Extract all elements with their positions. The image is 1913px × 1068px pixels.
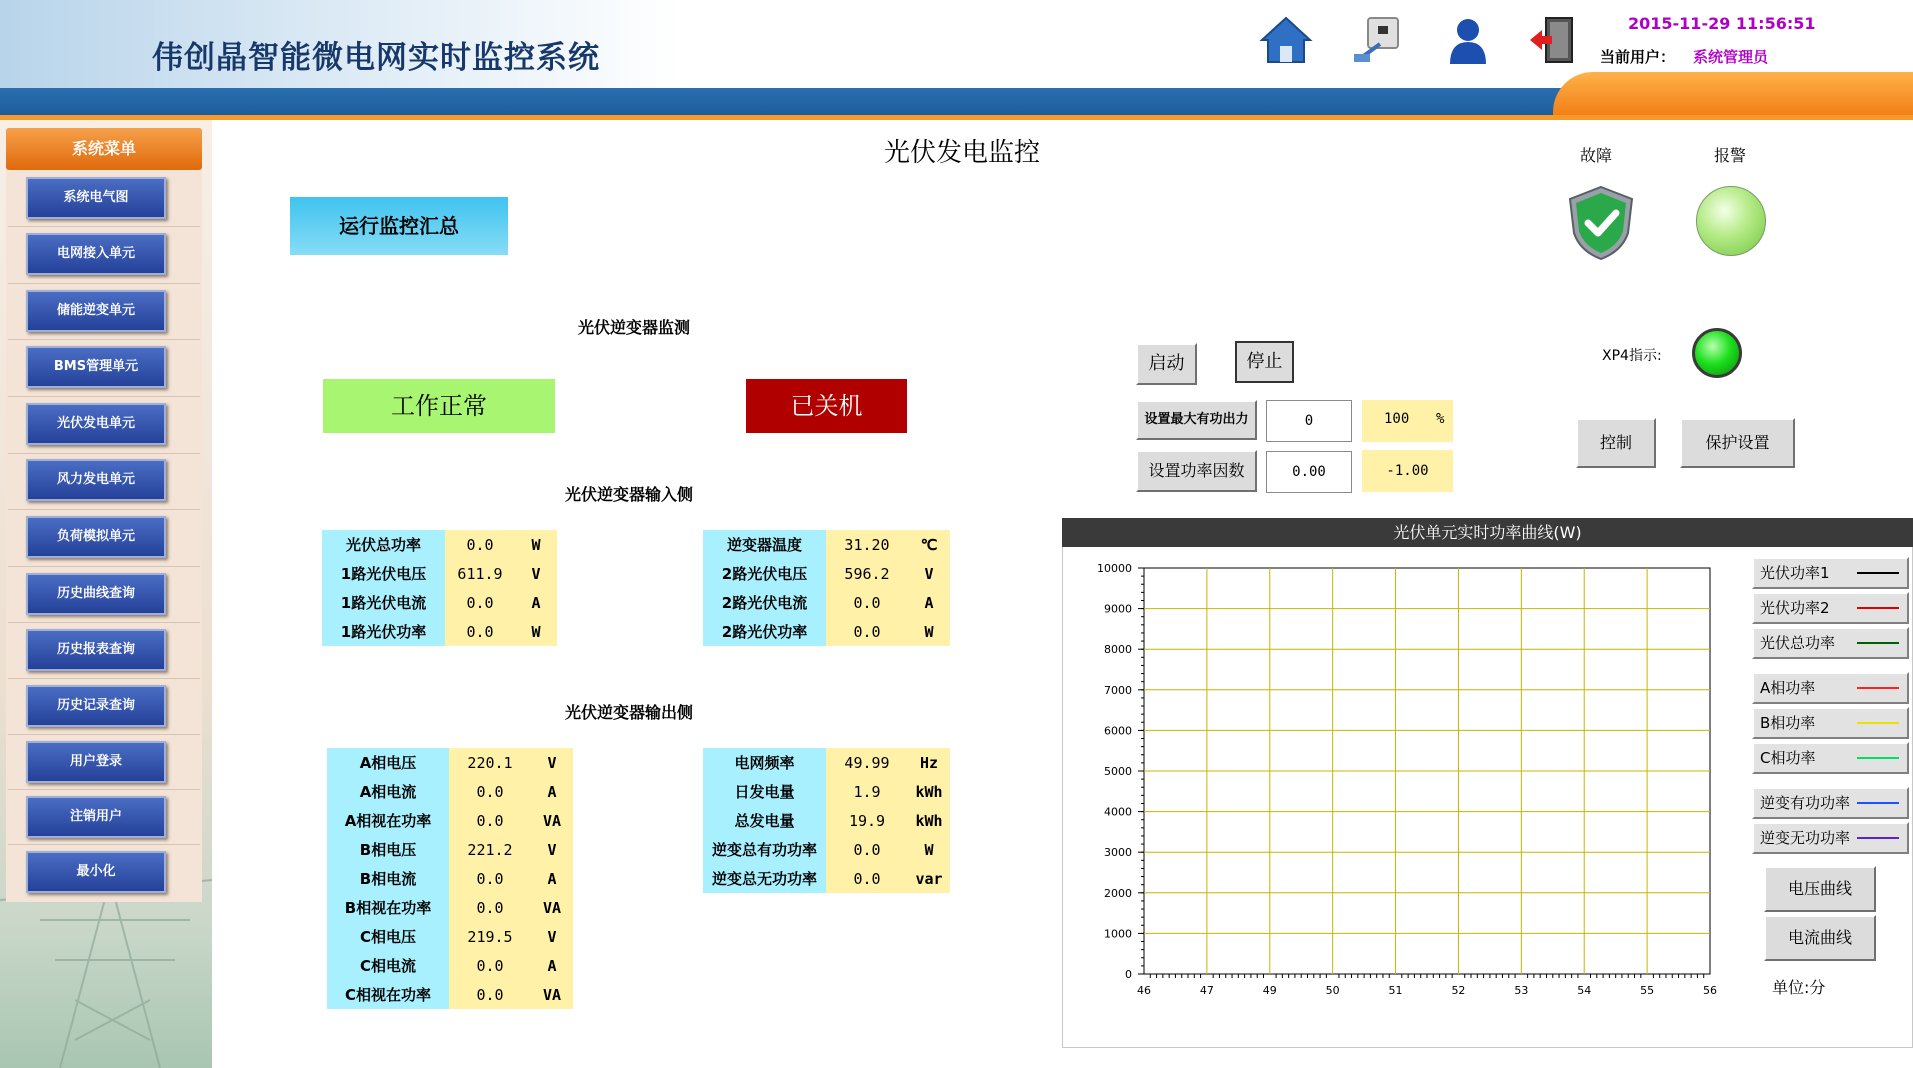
row-unit: kWh (908, 806, 950, 835)
y-tick-label: 1000 (1104, 927, 1132, 941)
row-value: 0.0 (449, 980, 531, 1009)
menu-divider (8, 844, 200, 845)
table-row (703, 588, 950, 617)
chart-unit-label: 单位:分 (1772, 978, 1826, 997)
chart-title: 光伏单元实时功率曲线(W) (1062, 518, 1913, 547)
menu-divider (8, 396, 200, 397)
x-tick-label: 52 (1451, 984, 1466, 997)
table-row (703, 806, 950, 835)
table-row (703, 835, 950, 864)
legend-label: 光伏功率1 (1760, 564, 1830, 582)
sidebar-item-electrical-diagram[interactable]: 系统电气图 (26, 177, 166, 219)
menu-divider (8, 283, 200, 284)
table-row (327, 980, 573, 1009)
row-value: 221.2 (449, 835, 531, 864)
x-tick-label: 54 (1577, 984, 1592, 997)
legend-item[interactable] (1752, 707, 1909, 739)
legend-label: 逆变无功功率 (1760, 829, 1851, 847)
row-unit: V (515, 559, 557, 588)
sidebar-item-storage-inverter[interactable]: 储能逆变单元 (26, 290, 166, 332)
power-factor-button[interactable]: 设置功率因数 (1136, 450, 1257, 492)
y-tick-label: 5000 (1104, 765, 1132, 778)
legend-item[interactable] (1752, 787, 1909, 819)
row-unit: V (531, 835, 573, 864)
table-row (703, 748, 950, 777)
table-row (327, 835, 573, 864)
power-factor-value: -1.00 (1362, 450, 1453, 492)
table-row (327, 951, 573, 980)
max-power-button[interactable]: 设置最大有功出力 (1136, 400, 1257, 440)
table-row (703, 777, 950, 806)
row-unit: V (531, 922, 573, 951)
row-value: 0.0 (826, 864, 908, 893)
table-row (327, 777, 573, 806)
legend-swatch (1857, 757, 1899, 759)
legend-swatch (1857, 802, 1899, 804)
legend-label: 光伏功率2 (1760, 599, 1830, 617)
row-unit: A (531, 864, 573, 893)
voltage-curve-button[interactable]: 电压曲线 (1764, 866, 1876, 912)
row-label: 逆变总无功功率 (703, 864, 826, 893)
legend-swatch (1857, 572, 1899, 574)
row-label: A相电流 (327, 777, 449, 806)
exit-icon[interactable] (1526, 14, 1582, 66)
max-power-input[interactable]: 0 (1266, 400, 1352, 442)
y-tick-label: 9000 (1104, 602, 1132, 616)
row-label: C相电流 (327, 951, 449, 980)
input-right-table (703, 530, 950, 646)
legend-item[interactable] (1752, 742, 1909, 774)
sidebar-item-history-record[interactable]: 历史记录查询 (26, 685, 166, 727)
table-row (327, 893, 573, 922)
row-label: B相电压 (327, 835, 449, 864)
x-tick-label: 46 (1137, 984, 1151, 997)
current-user-name: 系统管理员 (1693, 48, 1769, 66)
legend-label: C相功率 (1760, 749, 1816, 767)
y-tick-label: 2000 (1104, 886, 1132, 900)
control-button[interactable]: 控制 (1576, 418, 1656, 468)
x-tick-label: 47 (1199, 984, 1214, 997)
status-off: 已关机 (746, 379, 907, 433)
row-value: 0.0 (826, 588, 908, 617)
legend-item[interactable] (1752, 592, 1909, 624)
row-value: 31.20 (826, 530, 908, 559)
row-value: 0.0 (449, 951, 531, 980)
xp4-indicator-light (1692, 328, 1742, 378)
sidebar-item-history-report[interactable]: 历史报表查询 (26, 629, 166, 671)
y-tick-label: 10000 (1097, 562, 1132, 575)
legend-swatch (1857, 687, 1899, 689)
input-side-label: 光伏逆变器输入侧 (565, 485, 694, 504)
sidebar-item-bms[interactable]: BMS管理单元 (26, 346, 166, 388)
row-label: 2路光伏功率 (703, 617, 826, 646)
row-value: 0.0 (445, 530, 515, 559)
sidebar-item-grid-access[interactable]: 电网接入单元 (26, 233, 166, 275)
stop-button[interactable]: 停止 (1235, 341, 1294, 383)
legend-label: A相功率 (1760, 679, 1816, 697)
row-label: C相电压 (327, 922, 449, 951)
status-normal: 工作正常 (323, 379, 555, 433)
row-unit: A (515, 588, 557, 617)
table-row (327, 748, 573, 777)
output-left-table (327, 748, 573, 1009)
row-unit: Hz (908, 748, 950, 777)
row-label: 逆变总有功功率 (703, 835, 826, 864)
input-left-table (322, 530, 557, 646)
header (0, 0, 1913, 120)
row-unit: VA (531, 893, 573, 922)
row-value: 0.0 (449, 777, 531, 806)
table-row (327, 922, 573, 951)
row-value: 0.0 (449, 806, 531, 835)
max-power-value-box (1362, 400, 1453, 442)
row-unit: kWh (908, 777, 950, 806)
row-unit: A (531, 951, 573, 980)
legend-item[interactable] (1752, 822, 1909, 854)
summary-button[interactable]: 运行监控汇总 (290, 197, 508, 255)
legend-item[interactable] (1752, 557, 1909, 589)
table-row (322, 588, 557, 617)
sidebar-item-logout[interactable]: 注销用户 (26, 796, 166, 838)
max-power-value: 100 (1384, 411, 1410, 427)
protect-settings-button[interactable]: 保护设置 (1680, 418, 1795, 468)
user-icon[interactable] (1440, 14, 1496, 66)
row-value: 220.1 (449, 748, 531, 777)
legend-item[interactable] (1752, 672, 1909, 704)
row-label: A相电压 (327, 748, 449, 777)
sidebar-title: 系统菜单 (6, 128, 202, 170)
table-row (703, 530, 950, 559)
row-unit: V (908, 559, 950, 588)
row-label: 光伏总功率 (322, 530, 445, 559)
current-curve-button[interactable]: 电流曲线 (1764, 915, 1876, 961)
sidebar-item-login[interactable]: 用户登录 (26, 741, 166, 783)
current-user-label: 当前用户： (1600, 48, 1676, 66)
row-unit: VA (531, 806, 573, 835)
row-value: 0.0 (449, 864, 531, 893)
y-tick-label: 7000 (1104, 683, 1132, 697)
row-label: 逆变器温度 (703, 530, 826, 559)
menu-divider (8, 226, 200, 227)
row-unit: ℃ (908, 530, 950, 559)
row-label: B相电流 (327, 864, 449, 893)
x-tick-label: 55 (1640, 984, 1655, 997)
home-icon[interactable] (1258, 14, 1314, 66)
row-label: 日发电量 (703, 777, 826, 806)
y-tick-label: 0 (1125, 968, 1132, 981)
legend-swatch (1857, 722, 1899, 724)
fault-label: 故障 (1580, 146, 1613, 165)
row-label: 1路光伏电流 (322, 588, 445, 617)
row-label: 2路光伏电流 (703, 588, 826, 617)
legend-swatch (1857, 837, 1899, 839)
datetime: 2015-11-29 11:56:51 (1628, 14, 1816, 33)
table-row (322, 617, 557, 646)
monitor-section-label: 光伏逆变器监测 (578, 318, 691, 337)
menu-divider (8, 339, 200, 340)
table-row (322, 530, 557, 559)
row-value: 0.0 (445, 617, 515, 646)
row-value: 49.99 (826, 748, 908, 777)
table-row (327, 806, 573, 835)
row-value: 219.5 (449, 922, 531, 951)
menu-divider (8, 453, 200, 454)
legend-label: B相功率 (1760, 714, 1816, 732)
row-value: 1.9 (826, 777, 908, 806)
sidebar-item-history-curve[interactable]: 历史曲线查询 (26, 573, 166, 615)
menu-divider (8, 789, 200, 790)
output-right-table (703, 748, 950, 893)
header-band-orange (1553, 72, 1913, 120)
row-label: B相视在功率 (327, 893, 449, 922)
xp4-label: XP4指示: (1602, 348, 1662, 364)
row-label: 电网频率 (703, 748, 826, 777)
row-value: 0.0 (449, 893, 531, 922)
row-label: 1路光伏功率 (322, 617, 445, 646)
row-label: 1路光伏电压 (322, 559, 445, 588)
row-label: C相视在功率 (327, 980, 449, 1009)
output-side-label: 光伏逆变器输出侧 (565, 703, 694, 722)
row-unit: VA (531, 980, 573, 1009)
row-value: 0.0 (826, 617, 908, 646)
sidebar-item-load-sim[interactable]: 负荷模拟单元 (26, 516, 166, 558)
power-chart (1062, 548, 1752, 1008)
menu-divider (8, 622, 200, 623)
table-row (703, 864, 950, 893)
row-unit: W (908, 835, 950, 864)
header-underline (0, 115, 1913, 120)
row-unit: A (908, 588, 950, 617)
network-icon[interactable] (1350, 14, 1406, 66)
row-value: 19.9 (826, 806, 908, 835)
sidebar-item-pv-unit[interactable]: 光伏发电单元 (26, 403, 166, 445)
start-button[interactable]: 启动 (1136, 343, 1197, 385)
row-value: 611.9 (445, 559, 515, 588)
max-power-unit: % (1436, 411, 1445, 427)
row-unit: W (908, 617, 950, 646)
sidebar-item-minimize[interactable]: 最小化 (26, 851, 166, 893)
menu-divider (8, 734, 200, 735)
menu-divider (8, 678, 200, 679)
legend-label: 光伏总功率 (1760, 634, 1836, 652)
x-tick-label: 50 (1325, 984, 1340, 997)
x-tick-label: 51 (1388, 984, 1403, 997)
y-tick-label: 8000 (1104, 643, 1132, 657)
shield-check-icon (1566, 185, 1636, 261)
sidebar-item-wind-unit[interactable]: 风力发电单元 (26, 459, 166, 501)
x-tick-label: 53 (1514, 984, 1529, 997)
row-value: 596.2 (826, 559, 908, 588)
row-label: 2路光伏电压 (703, 559, 826, 588)
alarm-label: 报警 (1714, 146, 1747, 165)
table-row (703, 559, 950, 588)
row-unit: W (515, 617, 557, 646)
row-unit: V (531, 748, 573, 777)
legend-label: 逆变有功功率 (1760, 794, 1851, 812)
row-unit: var (908, 864, 950, 893)
y-tick-label: 4000 (1104, 805, 1132, 819)
page-title: 光伏发电监控 (884, 138, 1041, 168)
app-title: 伟创晶智能微电网实时监控系统 (152, 40, 600, 76)
alarm-indicator-light (1696, 186, 1766, 256)
power-factor-input[interactable]: 0.00 (1266, 451, 1352, 493)
menu-divider (8, 566, 200, 567)
legend-item[interactable] (1752, 627, 1909, 659)
row-unit: A (531, 777, 573, 806)
table-row (703, 617, 950, 646)
row-value: 0.0 (445, 588, 515, 617)
row-unit: W (515, 530, 557, 559)
y-tick-label: 6000 (1104, 724, 1132, 738)
legend-swatch (1857, 607, 1899, 609)
row-label: A相视在功率 (327, 806, 449, 835)
x-tick-label: 49 (1262, 984, 1277, 997)
x-tick-label: 56 (1703, 984, 1717, 997)
table-row (322, 559, 557, 588)
legend-swatch (1857, 642, 1899, 644)
table-row (327, 864, 573, 893)
menu-divider (8, 509, 200, 510)
row-value: 0.0 (826, 835, 908, 864)
row-label: 总发电量 (703, 806, 826, 835)
y-tick-label: 3000 (1104, 846, 1132, 860)
